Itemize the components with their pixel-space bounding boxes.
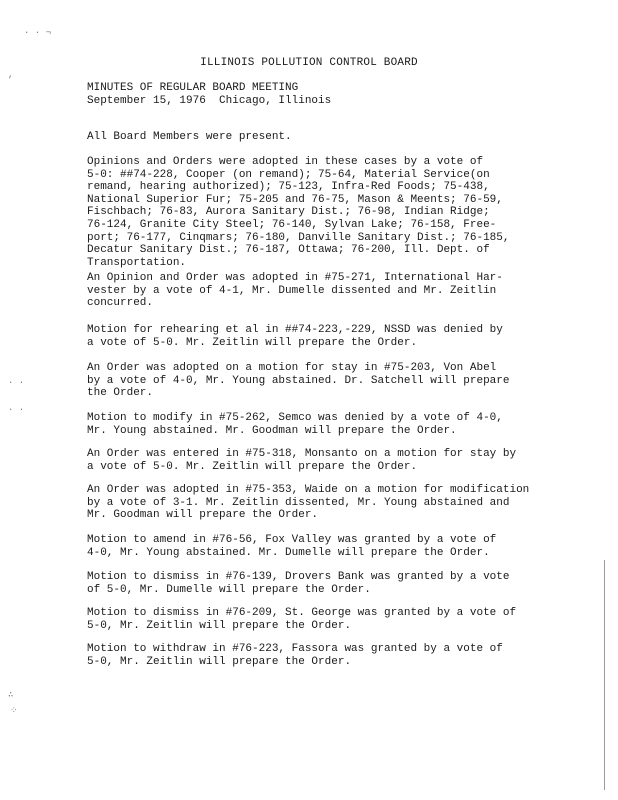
scan-speck: · ·	[8, 378, 25, 388]
minutes-paragraph	[87, 131, 587, 144]
meeting-heading	[87, 82, 331, 108]
scan-speck: ∴	[8, 690, 14, 700]
paragraph-line: Fischbach; 76-83, Aurora Sanitary Dist.; 76-98, Indian Ridge;	[87, 206, 490, 219]
paragraph-line: An Order was adopted on a motion for stay in #75-203, Von Abel	[87, 362, 497, 374]
minutes-paragraph	[87, 156, 587, 269]
paragraph-line: Mr. Goodman will prepare the Order.	[87, 509, 319, 522]
meeting-title: MINUTES OF REGULAR BOARD MEETING	[87, 82, 299, 94]
minutes-paragraph	[87, 484, 587, 522]
paragraph-line: An Opinion and Order was adopted in #75-271, International Har-	[87, 272, 503, 284]
minutes-paragraph	[87, 607, 587, 632]
paragraph-line: Motion to modify in #75-262, Semco was denied by a vote of 4-0,	[87, 412, 503, 424]
paragraph-line: Transportation.	[87, 256, 187, 269]
paragraph-line: vester by a vote of 4-1, Mr. Dumelle dissented and Mr. Zeitlin	[87, 284, 497, 297]
paragraph-line: All Board Members were present.	[87, 131, 292, 143]
paragraph-line: 5-0, Mr. Zeitlin will prepare the Order.	[87, 655, 352, 668]
minutes-paragraph	[87, 571, 587, 596]
paragraph-line: concurred.	[87, 297, 154, 310]
scan-edge-line	[604, 560, 605, 790]
paragraph-line: Opinions and Orders were adopted in these cases by a vote of	[87, 156, 484, 168]
paragraph-line: by a vote of 3-1. Mr. Zeitlin dissented, Mr. Young abstained and	[87, 496, 510, 509]
paragraph-line: Mr. Young abstained. Mr. Goodman will prepare the Order.	[87, 424, 457, 437]
scan-speck: · · ¬	[24, 28, 52, 38]
paragraph-line: remand, hearing authorized); 75-123, Infra-Red Foods; 75-438,	[87, 181, 490, 194]
paragraph-line: the Order.	[87, 387, 154, 400]
paragraph-line: Motion to dismiss in #76-139, Drovers Bank was granted by a vote	[87, 571, 510, 583]
paragraph-line: Motion to dismiss in #76-209, St. George was granted by a vote of	[87, 607, 517, 619]
paragraph-line: 4-0, Mr. Young abstained. Mr. Dumelle will prepare the Order.	[87, 546, 490, 559]
paragraph-line: by a vote of 4-0, Mr. Young abstained. Dr. Satchell will prepare	[87, 374, 510, 387]
paragraph-line: a vote of 5-0. Mr. Zeitlin will prepare the Order.	[87, 460, 418, 473]
paragraph-line: National Superior Fur; 75-205 and 76-75, Mason & Meents; 76-59,	[87, 193, 503, 206]
minutes-paragraph	[87, 412, 587, 437]
minutes-paragraph	[87, 362, 587, 400]
minutes-paragraph	[87, 534, 587, 559]
document-title: ILLINOIS POLLUTION CONTROL BOARD	[200, 57, 418, 69]
paragraph-line: Decatur Sanitary Dist.; 76-187, Ottawa; 76-200, Ill. Dept. of	[87, 244, 490, 257]
paragraph-line: a vote of 5-0. Mr. Zeitlin will prepare the Order.	[87, 336, 418, 349]
paragraph-line: An Order was adopted in #75-353, Waide on a motion for modification	[87, 484, 530, 496]
minutes-paragraph	[87, 324, 587, 349]
paragraph-line: Motion to withdraw in #76-223, Fassora was granted by a vote of	[87, 643, 503, 655]
scan-speck: · ·	[8, 405, 25, 415]
paragraph-line: Motion to amend in #76-56, Fox Valley was granted by a vote of	[87, 534, 497, 546]
paragraph-line: port; 76-177, Cinqmars; 76-180, Danville Sanitary Dist.; 76-185,	[87, 231, 510, 244]
paragraph-line: 76-124, Granite City Steel; 76-140, Sylvan Lake; 76-158, Free-	[87, 218, 497, 231]
meeting-date-location: September 15, 1976 Chicago, Illinois	[87, 95, 332, 107]
paragraph-line: Motion for rehearing et al in ##74-223,-229, NSSD was denied by	[87, 324, 503, 336]
paragraph-line: An Order was entered in #75-318, Monsanto on a motion for stay by	[87, 448, 517, 460]
scan-speck: ,	[8, 70, 14, 80]
minutes-paragraph	[87, 448, 587, 473]
paragraph-line: of 5-0, Mr. Dumelle will prepare the Order.	[87, 583, 371, 596]
scan-speck: ⁘	[10, 706, 18, 716]
minutes-paragraph	[87, 643, 587, 668]
minutes-paragraph	[87, 272, 587, 310]
paragraph-line: 5-0, Mr. Zeitlin will prepare the Order.	[87, 619, 352, 632]
paragraph-line: 5-0: ##74-228, Cooper (on remand); 75-64, Material Service(on	[87, 168, 490, 181]
